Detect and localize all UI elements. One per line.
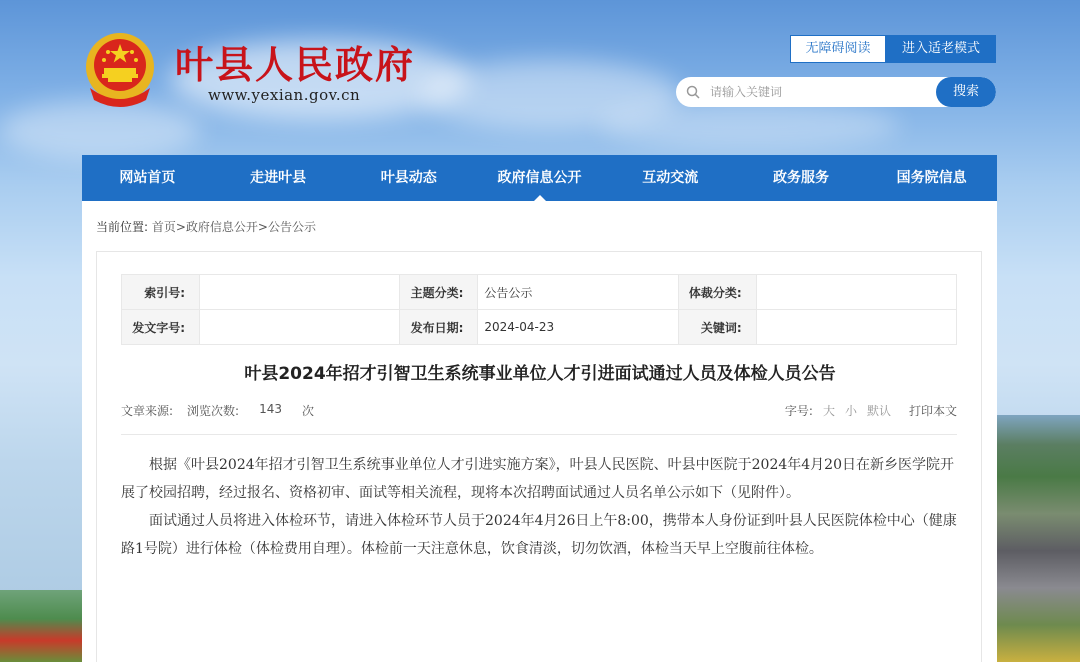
sky-cloud: [0, 100, 200, 160]
doc-no-label: 发文字号:: [122, 310, 200, 345]
breadcrumb-path[interactable]: 首页>政府信息公开>公告公示: [151, 220, 316, 234]
nav-item-about[interactable]: 走进叶县: [250, 170, 307, 186]
font-size-label: 字号:: [784, 404, 813, 418]
article-info: [121, 402, 314, 419]
topic-value: 公告公示: [478, 275, 678, 310]
nav-item-news[interactable]: 叶县动态: [380, 170, 437, 186]
search-input[interactable]: [710, 77, 936, 107]
search-icon: [676, 85, 710, 99]
metadata-table: [121, 274, 957, 345]
accessibility-button[interactable]: 无障碍阅读: [790, 35, 886, 63]
breadcrumb-label: 当前位置:: [96, 220, 149, 234]
nav-item-services[interactable]: 政务服务: [772, 170, 829, 186]
keywords-value: [756, 310, 956, 345]
font-small-button[interactable]: 小: [844, 404, 857, 418]
keywords-label: 关键词:: [678, 310, 756, 345]
genre-label: 体裁分类:: [678, 275, 756, 310]
national-emblem-icon: [82, 30, 158, 108]
divider: [121, 434, 957, 435]
views-count: 143: [259, 402, 282, 416]
topic-label: 主题分类:: [400, 275, 478, 310]
font-default-button[interactable]: 默认: [866, 404, 891, 418]
article-panel: [96, 251, 982, 662]
views-unit: 次: [302, 404, 315, 418]
nav-item-state-council[interactable]: 国务院信息: [896, 170, 967, 186]
main-nav: [82, 155, 997, 201]
index-no-label: 索引号:: [122, 275, 200, 310]
sky-cloud: [600, 100, 900, 150]
print-button[interactable]: 打印本文: [908, 404, 957, 418]
article-body: [121, 451, 957, 563]
search-bar: [676, 77, 996, 107]
nav-item-gov-info[interactable]: 政府信息公开: [474, 155, 605, 201]
article-paragraph: 根据《叶县2024年招才引智卫生系统事业单位人才引进实施方案》，叶县人民医院、叶县中医院于2024年4月20日在新乡医学院开展了校园招聘，经过报名、资格初审、面试等相关流程，现将本次招聘面试通过人员名单公示如下（见附件）。: [121, 457, 954, 501]
site-name: 叶县人民政府: [175, 42, 416, 87]
main-content: [82, 201, 997, 662]
breadcrumb: [96, 218, 316, 235]
nav-item-home[interactable]: 网站首页: [119, 170, 176, 186]
index-no-value: [200, 275, 400, 310]
article-title: 叶县2024年招才引智卫生系统事业单位人才引进面试通过人员及体检人员公告: [244, 364, 836, 384]
elderly-mode-button[interactable]: 进入适老模式: [886, 35, 996, 63]
views-label: 浏览次数:: [187, 404, 240, 418]
doc-no-value: [200, 310, 400, 345]
article-paragraph: 面试通过人员将进入体检环节，请进入体检环节人员于2024年4月26日上午8:00，携带本人身份证到叶县人民医院体检中心（健康路1号院）进行体检（体检费用自理）。体检前一天注意休息，饮食清淡，切勿饮酒，体检当天早上空腹前往体检。: [121, 513, 957, 557]
article-tools: [785, 402, 957, 419]
source-label: 文章来源:: [121, 404, 174, 418]
search-button[interactable]: 搜索: [936, 77, 996, 107]
date-value: 2024-04-23: [478, 310, 678, 345]
background-landscape-right: [997, 415, 1080, 662]
nav-item-interaction[interactable]: 互动交流: [642, 170, 699, 186]
background-landscape-left: [0, 590, 82, 662]
date-label: 发布日期:: [400, 310, 478, 345]
genre-value: [756, 275, 956, 310]
font-large-button[interactable]: 大: [822, 404, 835, 418]
site-url: www.yexian.gov.cn: [208, 86, 361, 104]
